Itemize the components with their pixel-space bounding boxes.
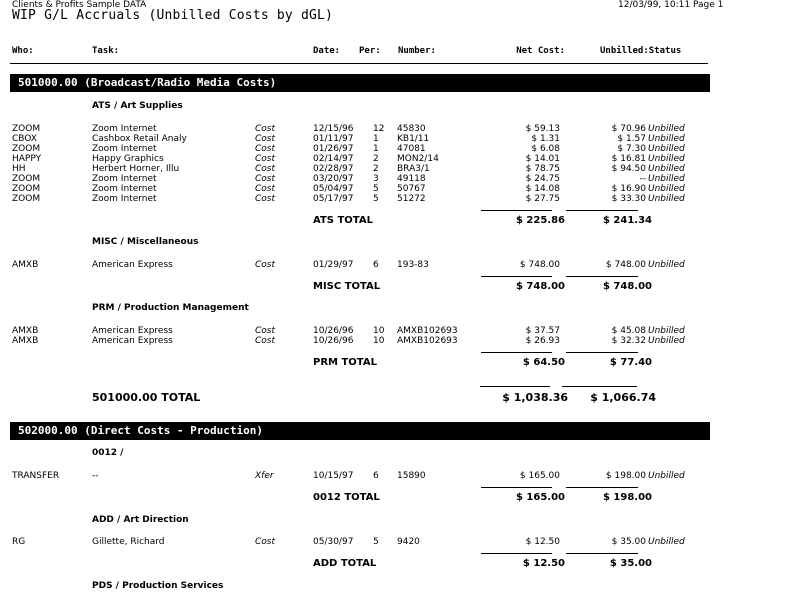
row-per: 1 bbox=[373, 134, 379, 144]
row-per: 6 bbox=[373, 260, 379, 270]
row-unbilled: $ 32.32 bbox=[611, 336, 646, 346]
row-net-cost: $ 26.93 bbox=[525, 336, 560, 346]
row-who: ZOOM bbox=[12, 144, 41, 154]
row-type: Cost bbox=[255, 336, 276, 346]
task-title: ADD / Art Direction bbox=[92, 515, 189, 525]
row-type: Xfer bbox=[255, 471, 274, 481]
col-who: Who: bbox=[12, 46, 34, 56]
row-unbilled: $ 1.57 bbox=[617, 134, 646, 144]
row-status: Unbilled bbox=[648, 184, 685, 194]
task-title: MISC / Miscellaneous bbox=[92, 237, 199, 247]
row-unbilled: $ 35.00 bbox=[611, 537, 646, 547]
row-per: 5 bbox=[373, 184, 379, 194]
row-who: AMXB bbox=[12, 260, 39, 270]
task-unbilled-rule bbox=[566, 487, 638, 488]
row-per: 6 bbox=[373, 471, 379, 481]
row-unbilled: $ 7.30 bbox=[617, 144, 646, 154]
row-per: 5 bbox=[373, 537, 379, 547]
col-task: Task: bbox=[92, 46, 120, 56]
account-unbilled-rule bbox=[562, 386, 637, 387]
task-net-rule bbox=[481, 276, 552, 277]
row-unbilled: $ 45.08 bbox=[611, 326, 646, 336]
row-date: 12/15/96 bbox=[313, 124, 354, 134]
row-name: Gillette, Richard bbox=[92, 537, 165, 547]
row-type: Cost bbox=[255, 537, 276, 547]
task-total-net: $ 64.50 bbox=[522, 357, 565, 368]
task-total-unbilled: $ 77.40 bbox=[609, 357, 652, 368]
col-number: Number: bbox=[398, 46, 436, 56]
row-per: 5 bbox=[373, 194, 379, 204]
row-net-cost: $ 6.08 bbox=[531, 144, 560, 154]
row-status: Unbilled bbox=[648, 336, 685, 346]
row-type: Cost bbox=[255, 194, 276, 204]
task-total-unbilled: $ 35.00 bbox=[609, 558, 652, 569]
row-date: 05/17/97 bbox=[313, 194, 354, 204]
task-total-label: ATS TOTAL bbox=[313, 215, 373, 226]
row-who: HH bbox=[12, 164, 26, 174]
row-number: MON2/14 bbox=[397, 154, 439, 164]
row-type: Cost bbox=[255, 184, 276, 194]
row-date: 02/28/97 bbox=[313, 164, 354, 174]
row-date: 05/30/97 bbox=[313, 537, 354, 547]
row-who: CBOX bbox=[12, 134, 37, 144]
col-per: Per: bbox=[359, 46, 381, 56]
row-status: Unbilled bbox=[648, 164, 685, 174]
row-number: 51272 bbox=[397, 194, 426, 204]
row-date: 10/15/97 bbox=[313, 471, 354, 481]
row-date: 10/26/96 bbox=[313, 326, 354, 336]
row-name: Happy Graphics bbox=[92, 154, 164, 164]
row-name: Herbert Horner, Illu bbox=[92, 164, 180, 174]
row-per: 10 bbox=[373, 326, 385, 336]
row-per: 3 bbox=[373, 174, 379, 184]
row-date: 01/29/97 bbox=[313, 260, 354, 270]
row-number: 45830 bbox=[397, 124, 426, 134]
row-name: Zoom Internet bbox=[92, 194, 157, 204]
row-number: AMXB102693 bbox=[397, 326, 458, 336]
row-per: 2 bbox=[373, 154, 379, 164]
task-unbilled-rule bbox=[566, 553, 638, 554]
task-total-net: $ 225.86 bbox=[515, 215, 565, 226]
account-total-label: 501000.00 TOTAL bbox=[92, 391, 201, 404]
task-total-unbilled: $ 241.34 bbox=[602, 215, 652, 226]
task-net-rule bbox=[481, 210, 552, 211]
row-date: 01/11/97 bbox=[313, 134, 354, 144]
row-type: Cost bbox=[255, 326, 276, 336]
row-who: HAPPY bbox=[12, 154, 42, 164]
task-unbilled-rule bbox=[566, 352, 638, 353]
task-total-net: $ 12.50 bbox=[522, 558, 565, 569]
row-number: BRA3/1 bbox=[397, 164, 430, 174]
task-title: PDS / Production Services bbox=[92, 581, 224, 591]
row-number: 49118 bbox=[397, 174, 426, 184]
task-net-rule bbox=[481, 487, 552, 488]
task-unbilled-rule bbox=[566, 210, 638, 211]
col-date: Date: bbox=[313, 46, 341, 56]
account-total-unbilled: $ 1,066.74 bbox=[590, 391, 656, 404]
task-total-label: 0012 TOTAL bbox=[313, 492, 380, 503]
task-total-label: MISC TOTAL bbox=[313, 281, 381, 292]
row-net-cost: $ 12.50 bbox=[525, 537, 560, 547]
task-total-label: ADD TOTAL bbox=[313, 558, 377, 569]
row-who: AMXB bbox=[12, 326, 39, 336]
row-name: Zoom Internet bbox=[92, 184, 157, 194]
row-name: Zoom Internet bbox=[92, 144, 157, 154]
row-date: 10/26/96 bbox=[313, 336, 354, 346]
row-net-cost: $ 78.75 bbox=[525, 164, 560, 174]
row-net-cost: $ 748.00 bbox=[519, 260, 560, 270]
row-per: 10 bbox=[373, 336, 385, 346]
row-date: 01/26/97 bbox=[313, 144, 354, 154]
task-total-net: $ 165.00 bbox=[515, 492, 565, 503]
row-net-cost: $ 14.08 bbox=[525, 184, 560, 194]
row-unbilled: $ 33.30 bbox=[611, 194, 646, 204]
task-title: ATS / Art Supplies bbox=[92, 101, 183, 111]
row-name: Zoom Internet bbox=[92, 124, 157, 134]
row-status: Unbilled bbox=[648, 144, 685, 154]
row-number: 50767 bbox=[397, 184, 426, 194]
col-unbilled-status: Unbilled:Status bbox=[600, 46, 682, 56]
row-status: Unbilled bbox=[648, 174, 685, 184]
col-net-cost: Net Cost: bbox=[516, 46, 565, 56]
row-number: 47081 bbox=[397, 144, 426, 154]
row-per: 12 bbox=[373, 124, 385, 134]
task-unbilled-rule bbox=[566, 276, 638, 277]
row-name: American Express bbox=[92, 336, 173, 346]
row-unbilled: -- bbox=[639, 174, 646, 184]
row-who: ZOOM bbox=[12, 174, 41, 184]
row-name: American Express bbox=[92, 260, 173, 270]
row-status: Unbilled bbox=[648, 134, 685, 144]
row-net-cost: $ 14.01 bbox=[525, 154, 560, 164]
gl-account-header: 501000.00 (Broadcast/Radio Media Costs) bbox=[18, 76, 277, 89]
row-net-cost: $ 27.75 bbox=[525, 194, 560, 204]
row-name: Cashbox Retail Analy bbox=[92, 134, 187, 144]
row-unbilled: $ 16.81 bbox=[611, 154, 646, 164]
row-who: ZOOM bbox=[12, 184, 41, 194]
row-name: -- bbox=[92, 471, 99, 481]
row-number: 193-83 bbox=[397, 260, 429, 270]
row-net-cost: $ 165.00 bbox=[519, 471, 560, 481]
row-name: Zoom Internet bbox=[92, 174, 157, 184]
row-unbilled: $ 70.96 bbox=[611, 124, 646, 134]
row-who: ZOOM bbox=[12, 194, 41, 204]
row-status: Unbilled bbox=[648, 194, 685, 204]
gl-account-bar bbox=[10, 422, 710, 440]
task-total-net: $ 748.00 bbox=[515, 281, 565, 292]
row-name: American Express bbox=[92, 326, 173, 336]
row-who: RG bbox=[12, 537, 26, 547]
gl-account-header: 502000.00 (Direct Costs - Production) bbox=[18, 424, 264, 437]
task-title: PRM / Production Management bbox=[92, 303, 249, 313]
row-status: Unbilled bbox=[648, 154, 685, 164]
row-type: Cost bbox=[255, 154, 276, 164]
task-total-unbilled: $ 198.00 bbox=[602, 492, 652, 503]
row-status: Unbilled bbox=[648, 326, 685, 336]
row-number: 9420 bbox=[397, 537, 420, 547]
row-who: AMXB bbox=[12, 336, 39, 346]
row-type: Cost bbox=[255, 134, 276, 144]
row-number: KB1/11 bbox=[397, 134, 430, 144]
task-total-label: PRM TOTAL bbox=[313, 357, 377, 368]
row-status: Unbilled bbox=[648, 260, 685, 270]
row-status: Unbilled bbox=[648, 124, 685, 134]
company-name: Clients & Profits Sample DATA bbox=[12, 0, 147, 10]
row-number: 15890 bbox=[397, 471, 426, 481]
row-type: Cost bbox=[255, 144, 276, 154]
row-type: Cost bbox=[255, 260, 276, 270]
row-net-cost: $ 37.57 bbox=[525, 326, 560, 336]
row-per: 2 bbox=[373, 164, 379, 174]
row-number: AMXB102693 bbox=[397, 336, 458, 346]
row-per: 1 bbox=[373, 144, 379, 154]
row-unbilled: $ 16.90 bbox=[611, 184, 646, 194]
report-title: WIP G/L Accruals (Unbilled Costs by dGL) bbox=[12, 8, 334, 23]
row-status: Unbilled bbox=[648, 471, 685, 481]
row-status: Unbilled bbox=[648, 537, 685, 547]
row-net-cost: $ 1.31 bbox=[531, 134, 560, 144]
row-who: TRANSFER bbox=[12, 471, 60, 481]
account-net-rule bbox=[480, 386, 550, 387]
report-timestamp: 12/03/99, 10:11 Page 1 bbox=[618, 0, 724, 10]
row-date: 02/14/97 bbox=[313, 154, 354, 164]
task-net-rule bbox=[481, 352, 552, 353]
row-date: 05/04/97 bbox=[313, 184, 354, 194]
row-net-cost: $ 59.13 bbox=[525, 124, 560, 134]
account-total-net: $ 1,038.36 bbox=[502, 391, 568, 404]
task-title: 0012 / bbox=[92, 448, 124, 458]
gl-account-bar bbox=[10, 74, 710, 92]
row-unbilled: $ 94.50 bbox=[611, 164, 646, 174]
task-net-rule bbox=[481, 553, 552, 554]
row-date: 03/20/97 bbox=[313, 174, 354, 184]
row-unbilled: $ 198.00 bbox=[605, 471, 646, 481]
task-total-unbilled: $ 748.00 bbox=[602, 281, 652, 292]
header-rule bbox=[10, 63, 708, 64]
row-type: Cost bbox=[255, 124, 276, 134]
row-net-cost: $ 24.75 bbox=[525, 174, 560, 184]
row-unbilled: $ 748.00 bbox=[605, 260, 646, 270]
row-who: ZOOM bbox=[12, 124, 41, 134]
row-type: Cost bbox=[255, 164, 276, 174]
row-type: Cost bbox=[255, 174, 276, 184]
